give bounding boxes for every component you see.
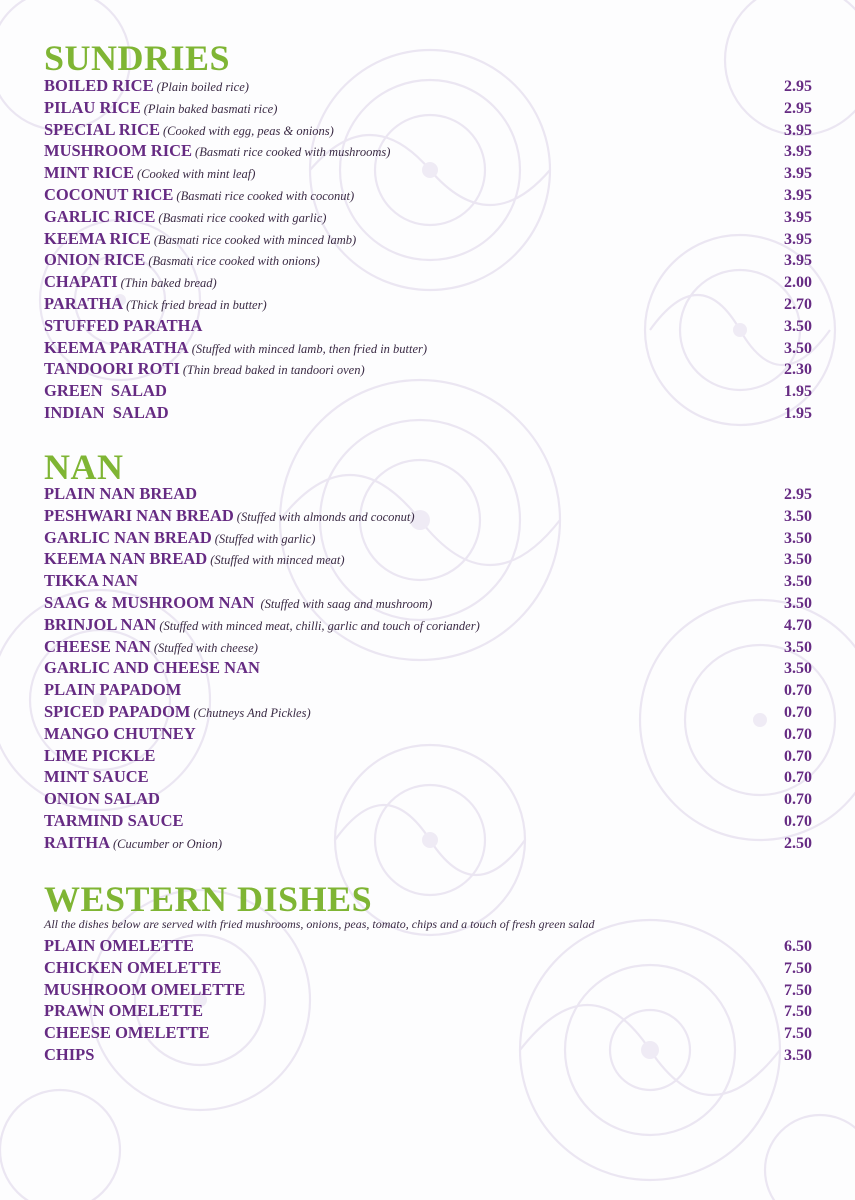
item-price: 3.95 (784, 165, 812, 183)
menu-item (44, 229, 812, 251)
menu-item (44, 250, 812, 272)
menu-item (44, 593, 812, 615)
item-name: BRINJOL NAN (44, 614, 157, 634)
menu-item (44, 163, 812, 185)
menu-item (44, 1023, 812, 1045)
menu-item (44, 980, 812, 1002)
item-price: 2.95 (784, 78, 812, 95)
item-name: MUSHROOM OMELETTE (44, 979, 246, 999)
item-price: 3.95 (784, 208, 812, 226)
item-name: MANGO CHUTNEY (44, 723, 196, 743)
item-price: 7.50 (784, 959, 812, 977)
item-price: 0.70 (784, 747, 812, 765)
menu-item (44, 936, 812, 958)
item-description: (Thin baked bread) (120, 276, 217, 291)
menu-item (44, 1001, 812, 1023)
item-description: (Cooked with egg, peas & onions) (163, 123, 334, 138)
menu-item (44, 680, 812, 702)
item-name: SPICED PAPADOM (44, 701, 191, 721)
menu-item (44, 833, 812, 855)
item-price: 3.50 (784, 551, 812, 569)
menu-item (44, 185, 812, 207)
item-name: TARMIND SAUCE (44, 810, 184, 830)
item-price: 3.50 (784, 660, 812, 678)
item-description: (Cooked with mint leaf) (137, 167, 256, 182)
menu-item (44, 359, 812, 381)
item-name: KEEMA PARATHA (44, 337, 189, 357)
menu-item (44, 724, 812, 746)
item-price: 7.50 (784, 1025, 812, 1043)
item-price: 2.50 (784, 834, 812, 852)
item-name: KEEMA NAN BREAD (44, 549, 208, 569)
item-name: LIME PICKLE (44, 745, 156, 765)
menu-item (44, 403, 812, 425)
item-price: 0.70 (784, 769, 812, 787)
item-description: (Chutneys And Pickles) (193, 705, 311, 720)
menu-item (44, 294, 812, 316)
item-price: 3.50 (784, 573, 812, 591)
item-price: 0.70 (784, 791, 812, 809)
item-name: MUSHROOM RICE (44, 141, 193, 161)
item-name: CHAPATI (44, 272, 118, 292)
item-price: 3.95 (784, 143, 812, 161)
item-description: (Stuffed with saag and mushroom) (257, 596, 433, 611)
nan-list (44, 484, 812, 855)
section-title-western-dishes: WESTERN DISHES (44, 879, 373, 919)
item-name: GREEN SALAD (44, 381, 167, 401)
menu-item (44, 98, 812, 120)
item-name: PLAIN PAPADOM (44, 680, 182, 700)
menu-item (44, 272, 812, 294)
item-name: CHEESE NAN (44, 636, 151, 656)
menu-item (44, 702, 812, 724)
item-price: 3.50 (784, 317, 812, 335)
item-name: INDIAN SALAD (44, 402, 169, 422)
menu-item (44, 76, 812, 98)
item-name: CHEESE OMELETTE (44, 1023, 210, 1043)
menu-item (44, 141, 812, 163)
sundries-list (44, 76, 812, 425)
menu-item (44, 1045, 812, 1067)
menu-item (44, 484, 812, 506)
item-description: (Stuffed with minced lamb, then fried in butter) (191, 341, 428, 356)
menu-item (44, 316, 812, 338)
menu-item (44, 658, 812, 680)
menu-item (44, 207, 812, 229)
item-price: 1.95 (784, 404, 812, 422)
item-name: CHICKEN OMELETTE (44, 957, 222, 977)
item-price: 3.95 (784, 252, 812, 270)
item-name: PARATHA (44, 293, 124, 313)
section-note: All the dishes below are served with fried mushrooms, onions, peas, tomato, chips and a touch of fresh green salad (44, 917, 595, 931)
item-name: ONION RICE (44, 250, 146, 270)
item-description: (Stuffed with minced meat) (210, 553, 345, 568)
section-title-sundries: SUNDRIES (44, 38, 231, 78)
menu-item (44, 811, 812, 833)
item-name: PILAU RICE (44, 97, 141, 117)
item-name: BOILED RICE (44, 76, 154, 95)
western-dishes-list (44, 936, 812, 1067)
item-price: 3.50 (784, 638, 812, 656)
menu-item (44, 571, 812, 593)
menu-item (44, 637, 812, 659)
item-price: 3.95 (784, 121, 812, 139)
item-name: ONION SALAD (44, 789, 160, 809)
item-price: 3.50 (784, 339, 812, 357)
item-price: 3.50 (784, 507, 812, 525)
menu-item (44, 120, 812, 142)
item-name: PESHWARI NAN BREAD (44, 505, 234, 525)
menu-item (44, 615, 812, 637)
item-description: (Basmati rice cooked with mushrooms) (195, 145, 391, 160)
item-name: KEEMA RICE (44, 228, 151, 248)
item-name: PLAIN OMELETTE (44, 936, 194, 955)
item-price: 1.95 (784, 383, 812, 401)
menu-item (44, 338, 812, 360)
menu-item (44, 506, 812, 528)
menu-item (44, 381, 812, 403)
item-description: (Stuffed with garlic) (214, 531, 316, 546)
menu-item (44, 549, 812, 571)
item-name: SPECIAL RICE (44, 119, 160, 139)
item-name: RAITHA (44, 832, 111, 852)
item-price: 6.50 (784, 938, 812, 955)
menu-item (44, 746, 812, 768)
item-description: (Thick fried bread in butter) (126, 297, 267, 312)
item-price: 2.95 (784, 486, 812, 503)
item-price: 0.70 (784, 725, 812, 743)
item-description: (Plain baked basmati rice) (143, 101, 278, 116)
item-price: 3.95 (784, 186, 812, 204)
menu-item (44, 789, 812, 811)
item-description: (Basmati rice cooked with onions) (148, 254, 320, 269)
item-price: 2.95 (784, 99, 812, 117)
menu-item (44, 528, 812, 550)
item-description: (Stuffed with almonds and coconut) (236, 509, 415, 524)
section-title-nan: NAN (44, 447, 124, 487)
item-name: SAAG & MUSHROOM NAN (44, 592, 255, 612)
item-description: (Plain boiled rice) (156, 80, 249, 94)
item-description: (Basmati rice cooked with minced lamb) (153, 232, 357, 247)
item-name: TANDOORI ROTI (44, 359, 180, 379)
item-description: (Cucumber or Onion) (113, 836, 223, 851)
item-name: MINT SAUCE (44, 767, 149, 787)
item-name: COCONUT RICE (44, 184, 174, 204)
item-price: 0.70 (784, 812, 812, 830)
item-name: TIKKA NAN (44, 571, 138, 591)
item-description: (Basmati rice cooked with coconut) (176, 188, 355, 203)
item-price: 3.95 (784, 230, 812, 248)
menu-item (44, 767, 812, 789)
item-price: 7.50 (784, 981, 812, 999)
item-description: (Basmati rice cooked with garlic) (158, 210, 327, 225)
item-name: MINT RICE (44, 163, 135, 183)
item-name: PRAWN OMELETTE (44, 1001, 204, 1021)
menu-item (44, 958, 812, 980)
item-price: 3.50 (784, 529, 812, 547)
item-price: 0.70 (784, 682, 812, 700)
item-description: (Stuffed with cheese) (153, 640, 258, 655)
item-price: 7.50 (784, 1003, 812, 1021)
item-description: (Thin bread baked in tandoori oven) (182, 363, 365, 378)
item-price: 2.30 (784, 361, 812, 379)
item-name: GARLIC RICE (44, 206, 156, 226)
item-price: 3.50 (784, 594, 812, 612)
item-name: STUFFED PARATHA (44, 315, 203, 335)
item-name: GARLIC NAN BREAD (44, 527, 212, 547)
item-price: 2.70 (784, 295, 812, 313)
item-name: CHIPS (44, 1044, 95, 1064)
item-price: 2.00 (784, 274, 812, 292)
item-description: (Stuffed with minced meat, chilli, garlic and touch of coriander) (159, 618, 480, 633)
item-name: GARLIC AND CHEESE NAN (44, 658, 260, 678)
item-name: PLAIN NAN BREAD (44, 484, 198, 503)
item-price: 4.70 (784, 616, 812, 634)
item-price: 0.70 (784, 703, 812, 721)
item-price: 3.50 (784, 1046, 812, 1064)
